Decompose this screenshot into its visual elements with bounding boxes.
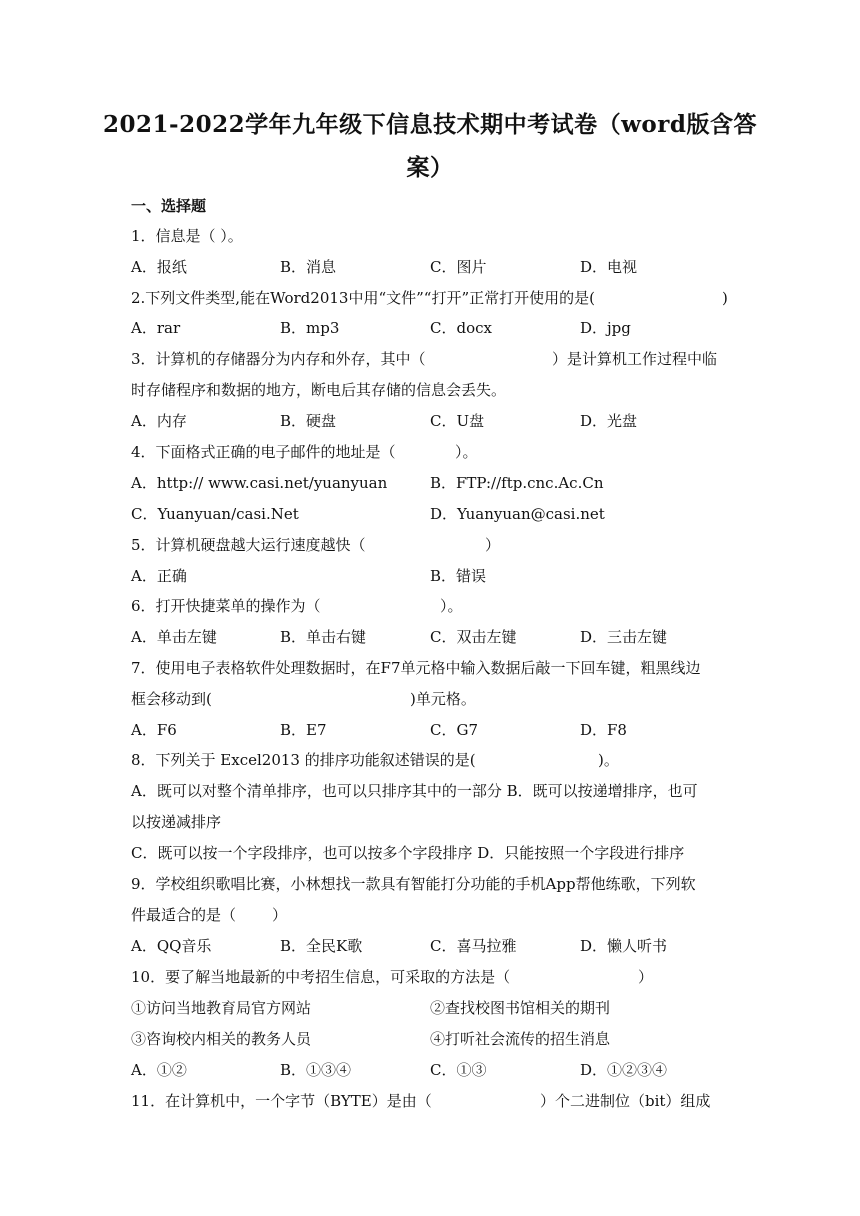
question-1-option-d: D．电视 bbox=[580, 258, 638, 276]
question-1-option-b: B．消息 bbox=[280, 258, 337, 276]
question-5-option-b: B．错误 bbox=[430, 567, 487, 585]
question-8-options-line2: 以按递减排序 bbox=[131, 813, 222, 831]
question-7-option-b: B．E7 bbox=[280, 721, 327, 739]
question-7-stem: 7．使用电子表格软件处理数据时，在F7单元格中输入数据后敲一下回车键，粗黑线边 bbox=[131, 659, 701, 677]
question-10-item-2: ②查找校图书馆相关的期刊 bbox=[430, 999, 611, 1017]
question-4-option-d: D．Yuanyuan@casi.net bbox=[430, 505, 605, 523]
question-11-stem-end: ）个二进制位（bit）组成 bbox=[540, 1092, 711, 1110]
question-10-option-a: A．①② bbox=[131, 1061, 187, 1079]
question-3-stem-line2: 时存储程序和数据的地方，断电后其存储的信息会丢失。 bbox=[131, 381, 507, 399]
question-3-stem-mid: ）是计算机工作过程中临 bbox=[552, 350, 718, 368]
question-10-item-3: ③咨询校内相关的教务人员 bbox=[131, 1030, 312, 1048]
question-7-stem-line2: 框会移动到( bbox=[131, 690, 212, 708]
question-8-options-line3: C．既可以按一个字段排序，也可以按多个字段排序 D．只能按照一个字段进行排序 bbox=[131, 844, 685, 862]
question-10-stem-end: ） bbox=[638, 968, 654, 986]
question-9-option-b: B．全民K歌 bbox=[280, 937, 363, 955]
question-9-option-d: D．懒人听书 bbox=[580, 937, 668, 955]
question-10-stem: 10．要了解当地最新的中考招生信息，可采取的方法是（ bbox=[131, 968, 511, 986]
question-6-option-b: B．单击右键 bbox=[280, 628, 367, 646]
question-2-stem: 2.下列文件类型,能在Word2013中用“文件”“打开”正常打开使用的是( bbox=[131, 289, 595, 307]
question-4-stem-end: ）。 bbox=[455, 443, 478, 461]
question-10-item-1: ①访问当地教育局官方网站 bbox=[131, 999, 312, 1017]
question-2-option-b: B．mp3 bbox=[280, 319, 340, 337]
question-8-options-line1: A．既可以对整个清单排序，也可以只排序其中的一部分 B．既可以按递增排序，也可 bbox=[131, 782, 698, 800]
question-10-item-4: ④打听社会流传的招生消息 bbox=[430, 1030, 611, 1048]
question-2-option-c: C．docx bbox=[430, 319, 492, 337]
question-6-option-a: A．单击左键 bbox=[131, 628, 217, 646]
exam-title-line1: 2021-2022学年九年级下信息技术期中考试卷（word版含答 bbox=[103, 111, 757, 138]
section-heading: 一、选择题 bbox=[131, 197, 207, 215]
question-10-option-c: C．①③ bbox=[430, 1061, 487, 1079]
question-7-option-d: D．F8 bbox=[580, 721, 627, 739]
question-10-option-b: B．①③④ bbox=[280, 1061, 352, 1079]
question-1-option-a: A．报纸 bbox=[131, 258, 187, 276]
exam-title-line2: 案） bbox=[406, 154, 454, 181]
question-8-stem-end: )。 bbox=[598, 751, 619, 769]
question-6-stem-end: ）。 bbox=[440, 597, 463, 615]
question-4-option-a: A．http:// www.casi.net/yuanyuan bbox=[131, 474, 388, 492]
question-7-option-c: C．G7 bbox=[430, 721, 479, 739]
question-7-option-a: A．F6 bbox=[131, 721, 177, 739]
question-4-option-b: B．FTP://ftp.cnc.Ac.Cn bbox=[430, 474, 604, 492]
question-9-stem-line2-end: ） bbox=[272, 906, 288, 924]
question-6-option-d: D．三击左键 bbox=[580, 628, 668, 646]
question-2-stem-end: ) bbox=[722, 289, 728, 307]
question-3-option-b: B．硬盘 bbox=[280, 412, 337, 430]
question-4-option-c: C．Yuanyuan/casi.Net bbox=[131, 505, 299, 523]
question-8-stem: 8．下列关于 Excel2013 的排序功能叙述错误的是( bbox=[131, 751, 476, 769]
question-1-option-c: C．图片 bbox=[430, 258, 487, 276]
question-7-stem-line2-end: )单元格。 bbox=[410, 690, 476, 708]
question-3-stem: 3．计算机的存储器分为内存和外存，其中（ bbox=[131, 350, 426, 368]
question-3-option-c: C．U盘 bbox=[430, 412, 485, 430]
question-9-option-c: C．喜马拉雅 bbox=[430, 937, 517, 955]
question-3-option-d: D．光盘 bbox=[580, 412, 638, 430]
question-6-option-c: C．双击左键 bbox=[430, 628, 517, 646]
question-5-stem-end: ） bbox=[485, 536, 501, 554]
question-9-stem-line2: 件最适合的是（ bbox=[131, 906, 237, 924]
question-3-option-a: A．内存 bbox=[131, 412, 187, 430]
question-11-stem: 11．在计算机中，一个字节（BYTE）是由（ bbox=[131, 1092, 432, 1110]
question-4-stem: 4．下面格式正确的电子邮件的地址是（ bbox=[131, 443, 396, 461]
question-10-option-d: D．①②③④ bbox=[580, 1061, 668, 1079]
question-5-stem: 5．计算机硬盘越大运行速度越快（ bbox=[131, 536, 366, 554]
question-6-stem: 6．打开快捷菜单的操作为（ bbox=[131, 597, 321, 615]
question-5-option-a: A．正确 bbox=[131, 567, 187, 585]
question-2-option-a: A．rar bbox=[131, 319, 181, 337]
question-1-stem: 1．信息是（ ）。 bbox=[131, 227, 243, 245]
question-2-option-d: D．jpg bbox=[580, 319, 631, 337]
question-9-option-a: A．QQ音乐 bbox=[131, 937, 212, 955]
question-9-stem: 9．学校组织歌唱比赛，小林想找一款具有智能打分功能的手机App帮他练歌，下列软 bbox=[131, 875, 696, 893]
